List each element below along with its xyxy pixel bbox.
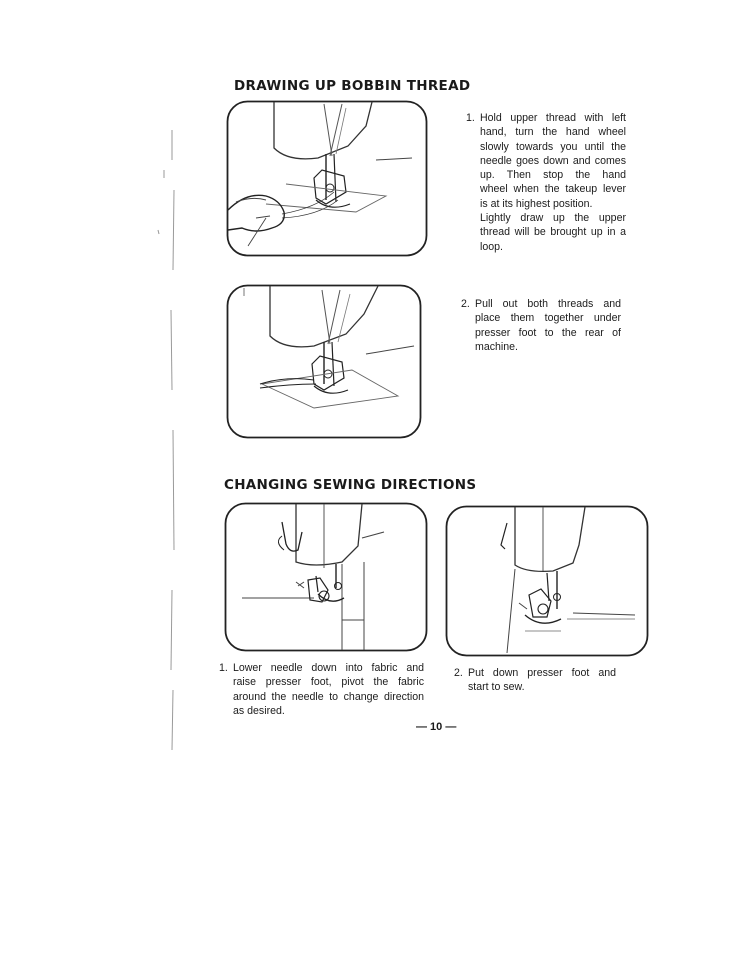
figure-pull-threads (226, 284, 422, 440)
sewing-machine-threads-illustration (226, 284, 422, 440)
step-changing-1 (219, 661, 424, 718)
step-line: Hold upper thread with left (480, 112, 626, 124)
step-line: Lightly draw up the upper (480, 212, 626, 225)
step-line: place them together under (475, 312, 621, 325)
step-line: start to sew. (468, 681, 525, 694)
step-line: Lower needle down into fabric and (233, 662, 424, 674)
step-line: slowly towards you until the (480, 140, 626, 153)
step-number: 2. (461, 298, 470, 310)
sewing-machine-hand-illustration (226, 100, 428, 258)
section-heading-changing-directions: CHANGING SEWING DIRECTIONS (224, 477, 477, 493)
step-line: up. Then stop the hand (480, 169, 626, 182)
figure-start-sewing (445, 505, 649, 657)
step-changing-2 (454, 666, 616, 695)
step-text (480, 111, 626, 254)
step-number: 2. (454, 667, 463, 679)
step-line: is at its highest position. (480, 197, 593, 210)
step-line: needle goes down and comes (480, 154, 626, 167)
step-line: around the needle to change direction (233, 690, 424, 703)
step-line: Put down presser foot and (468, 667, 616, 679)
step-text (233, 661, 424, 718)
step-line: raise presser foot, pivot the fabric (233, 676, 424, 689)
step-drawing-1 (466, 111, 626, 254)
step-line: hand, turn the hand wheel (480, 126, 626, 139)
presser-foot-lowered-illustration (445, 505, 649, 657)
step-line: thread will be brought up in a (480, 226, 626, 239)
section-heading-drawing-bobbin: DRAWING UP BOBBIN THREAD (234, 78, 471, 94)
figure-pivot-fabric (224, 502, 428, 652)
step-line: as desired. (233, 704, 285, 717)
step-number: 1. (466, 112, 475, 124)
step-drawing-2 (461, 297, 621, 354)
step-line: loop. (480, 240, 503, 253)
step-text (475, 297, 621, 354)
figure-hold-upper-thread (226, 100, 428, 258)
step-line: presser foot to the rear of (475, 326, 621, 339)
scan-margin-marks (150, 130, 180, 770)
step-line: Pull out both threads and (475, 298, 621, 310)
step-line: wheel when the takeup lever (480, 183, 626, 196)
step-text (468, 666, 616, 695)
step-line: machine. (475, 340, 518, 353)
page-number: — 10 — (416, 721, 457, 733)
presser-foot-raised-illustration (224, 502, 428, 652)
step-number: 1. (219, 662, 228, 674)
